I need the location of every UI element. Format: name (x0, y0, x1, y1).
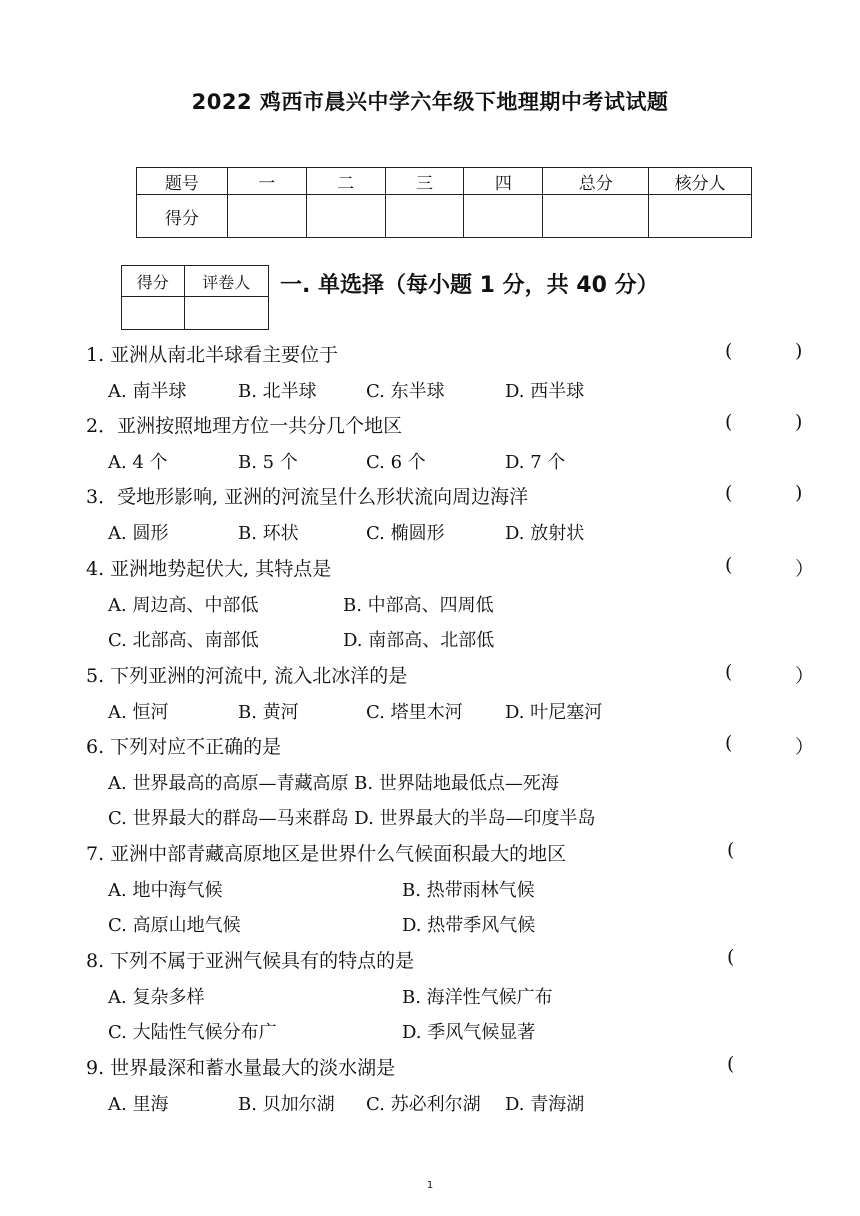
answer-option[interactable]: A. 周边高、中部低 (108, 595, 259, 616)
answer-option[interactable]: C. 东半球 (366, 381, 445, 402)
answer-option[interactable]: D. 南部高、北部低 (343, 630, 495, 651)
answer-option[interactable]: D. 西半球 (505, 381, 585, 402)
question-text: 8. 下列不属于亚洲气候具有的特点的是 (86, 950, 415, 972)
score-table (136, 167, 752, 238)
page-number: 1 (426, 1180, 434, 1191)
grader-score-cell[interactable] (122, 297, 185, 330)
exam-title: 2022 鸡西市晨兴中学六年级下地理期中考试试题 (191, 90, 669, 114)
answer-paren-open[interactable]: ( (727, 946, 735, 968)
question-text: 3．受地形影响, 亚洲的河流呈什么形状流向周边海洋 (86, 486, 529, 508)
answer-option[interactable]: A. 4 个 (108, 452, 168, 473)
answer-option[interactable]: A. 圆形 (108, 523, 169, 544)
options-row (0, 876, 860, 902)
score-header-cell: 三 (385, 168, 464, 195)
options-row (0, 1090, 860, 1116)
answer-option[interactable]: B. 环状 (238, 523, 299, 544)
score-cell[interactable] (306, 195, 385, 238)
answer-option[interactable]: A. 地中海气候 (108, 880, 223, 901)
answer-option[interactable]: D. 叶尼塞河 (505, 702, 603, 723)
options-row (0, 804, 860, 830)
options-row (0, 519, 860, 545)
answer-option[interactable]: B. 北半球 (238, 381, 317, 402)
grader-table (121, 265, 269, 330)
question-text: 9. 世界最深和蓄水量最大的淡水湖是 (86, 1057, 396, 1079)
answer-paren-close: ) (795, 411, 803, 433)
answer-option[interactable]: D. 热带季风气候 (402, 915, 536, 936)
answer-option[interactable]: C. 苏必利尔湖 (366, 1094, 481, 1115)
answer-option[interactable]: C. 6 个 (366, 452, 426, 473)
options-row (0, 1018, 860, 1044)
answer-option[interactable]: D. 放射状 (505, 523, 585, 544)
grader-reviewer-cell[interactable] (184, 297, 268, 330)
score-cell[interactable] (385, 195, 464, 238)
options-row (0, 769, 860, 795)
score-cell[interactable] (543, 195, 649, 238)
answer-paren-open[interactable]: ( (727, 839, 735, 861)
answer-paren-close: ） (795, 665, 815, 687)
question-text: 1. 亚洲从南北半球看主要位于 (86, 344, 339, 366)
answer-option[interactable]: B. 热带雨林气候 (402, 880, 535, 901)
answer-option[interactable]: D. 青海湖 (505, 1094, 585, 1115)
score-cell[interactable] (227, 195, 306, 238)
options-row (0, 698, 860, 724)
score-header-cell: 四 (464, 168, 543, 195)
options-row (0, 911, 860, 937)
answer-option[interactable]: D. 7 个 (505, 452, 566, 473)
answer-option[interactable]: C. 世界最大的群岛—马来群岛 D. 世界最大的半岛—印度半岛 (108, 808, 596, 829)
question-text: 4. 亚洲地势起伏大, 其特点是 (86, 558, 332, 580)
answer-paren-open[interactable]: ( (725, 482, 733, 504)
question-text: 2．亚洲按照地理方位一共分几个地区 (86, 415, 403, 437)
section-title: 一. 单选择（每小题 1 分，共 40 分） (280, 273, 659, 298)
score-row-label: 得分 (137, 195, 228, 238)
answer-option[interactable]: D. 季风气候显著 (402, 1022, 536, 1043)
score-cell[interactable] (464, 195, 543, 238)
answer-paren-close: ） (795, 558, 815, 580)
answer-option[interactable]: B. 中部高、四周低 (343, 595, 494, 616)
answer-paren-close: ) (795, 482, 803, 504)
options-row (0, 448, 860, 474)
answer-option[interactable]: C. 塔里木河 (366, 702, 463, 723)
answer-option[interactable]: B. 黄河 (238, 702, 299, 723)
answer-option[interactable]: C. 椭圆形 (366, 523, 445, 544)
answer-paren-open[interactable]: ( (727, 1053, 735, 1075)
answer-paren-open[interactable]: ( (725, 411, 733, 433)
answer-option[interactable]: A. 世界最高的高原—青藏高原 B. 世界陆地最低点—死海 (108, 773, 559, 794)
answer-option[interactable]: C. 北部高、南部低 (108, 630, 259, 651)
answer-option[interactable]: B. 贝加尔湖 (238, 1094, 335, 1115)
answer-option[interactable]: B. 海洋性气候广布 (402, 987, 553, 1008)
score-header-cell: 一 (227, 168, 306, 195)
answer-paren-close: ） (795, 736, 815, 758)
answer-option[interactable]: A. 里海 (108, 1094, 169, 1115)
grader-header-score: 得分 (122, 266, 185, 297)
question-text: 7. 亚洲中部青藏高原地区是世界什么气候面积最大的地区 (86, 843, 567, 865)
question-text: 6. 下列对应不正确的是 (86, 736, 282, 758)
options-row (0, 591, 860, 617)
score-header-cell: 总分 (543, 168, 649, 195)
answer-paren-close: ) (795, 340, 803, 362)
answer-option[interactable]: C. 高原山地气候 (108, 915, 241, 936)
answer-paren-open[interactable]: ( (725, 661, 733, 683)
answer-option[interactable]: A. 南半球 (108, 381, 187, 402)
grader-header-reviewer: 评卷人 (184, 266, 268, 297)
score-header-cell: 核分人 (649, 168, 752, 195)
question-text: 5. 下列亚洲的河流中, 流入北冰洋的是 (86, 665, 408, 687)
answer-paren-open[interactable]: ( (725, 554, 733, 576)
answer-paren-open[interactable]: ( (725, 732, 733, 754)
score-header-cell: 题号 (137, 168, 228, 195)
options-row (0, 377, 860, 403)
answer-option[interactable]: C. 大陆性气候分布广 (108, 1022, 277, 1043)
options-row (0, 983, 860, 1009)
score-header-cell: 二 (306, 168, 385, 195)
answer-option[interactable]: A. 恒河 (108, 702, 169, 723)
answer-option[interactable]: B. 5 个 (238, 452, 298, 473)
options-row (0, 626, 860, 652)
answer-option[interactable]: A. 复杂多样 (108, 987, 205, 1008)
score-cell[interactable] (649, 195, 752, 238)
answer-paren-open[interactable]: ( (725, 340, 733, 362)
